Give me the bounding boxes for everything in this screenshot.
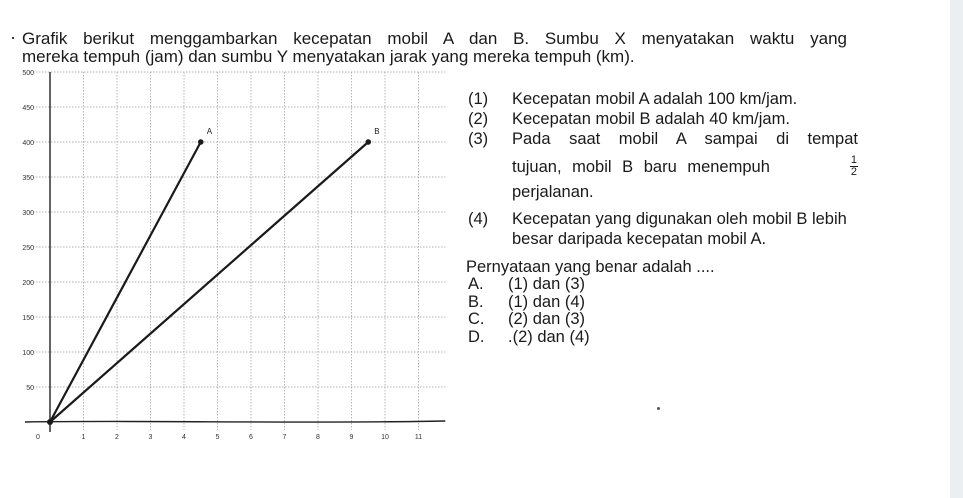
y-tick-label: 350 [22,175,34,182]
option-letter: D. [468,327,485,346]
option-letter: B. [468,292,484,311]
intro-line-1: Grafik berikut menggambarkan kecepatan mobil A dan B. Sumbu X menyatakan waktu yang [22,29,847,48]
chart-series [47,127,380,425]
x-tick-label: 10 [381,434,389,441]
right-edge-strip [950,0,963,498]
y-tick-label: 100 [22,350,34,357]
option-d[interactable] [468,329,590,347]
x-tick-label: 6 [249,434,253,441]
y-tick-label: 400 [22,140,34,147]
x-tick-labels [36,434,422,441]
distance-time-chart [0,0,470,460]
option-c[interactable] [468,311,590,329]
y-tick-label: 500 [22,70,34,77]
y-tick-label: 300 [22,210,34,217]
x-tick-label: 0 [36,434,40,441]
x-tick-label: 11 [414,434,423,441]
y-tick-label: 250 [22,245,34,252]
statement-4 [468,209,858,249]
y-tick-label: 200 [22,280,34,287]
option-text: (1) dan (3) [508,275,586,293]
statement-number: (4) [468,210,489,228]
statement-number: (2) [468,110,489,128]
series-label-a: A [206,127,213,136]
y-tick-label: 450 [22,105,34,112]
statement-text-line-2: tujuan, mobil B baru menempuh [512,157,770,176]
series-endpoint-b [365,139,371,145]
series-label-b: B [374,127,380,136]
fraction-numerator: 1 [850,154,857,166]
x-tick-label: 9 [349,434,354,441]
x-tick-label: 4 [182,434,186,441]
option-b[interactable] [468,294,590,312]
series-line-b [50,142,368,422]
fraction-denominator: 2 [850,166,857,178]
statement-text: Kecepatan mobil B adalah 40 km/jam. [512,110,790,128]
statement-3 [468,129,858,202]
chart-grid [30,72,445,430]
option-text: (1) dan (4) [508,292,586,311]
x-tick-label: 1 [81,434,86,441]
statement-number: (1) [468,90,489,108]
x-tick-label: 7 [282,434,287,441]
x-tick-label: 5 [215,434,220,441]
statements-list [468,89,858,249]
y-tick-label: 50 [26,385,34,392]
statement-text: Kecepatan yang digunakan oleh mobil B lebih besar daripada kecepatan mobil A. [512,210,847,248]
series-endpoint-a [198,139,204,145]
x-tick-label: 8 [316,434,320,441]
option-a[interactable] [468,276,590,294]
answer-options [468,276,590,346]
fraction-half [850,155,858,178]
x-tick-label: 3 [148,434,153,441]
statement-number: (3) [468,130,489,148]
statement-text-line-3: perjalanan. [512,183,594,201]
statement-1 [468,89,858,109]
option-text: .(2) dan (4) [508,327,590,346]
intro-line-2: mereka tempuh (jam) dan sumbu Y menyatakan jarak yang mereka tempuh (km). [22,47,635,66]
y-tick-label: 150 [22,315,34,322]
x-axis [25,421,445,422]
statement-text: Kecepatan mobil A adalah 100 km/jam. [512,90,798,108]
statement-2 [468,109,858,129]
question-prompt: Pernyataan yang benar adalah .... [466,258,715,276]
option-letter: C. [468,310,485,328]
option-letter: A. [468,275,484,293]
chart-axes [25,72,445,432]
stray-dot [657,407,660,410]
y-tick-labels [22,70,34,392]
statement-text-line-1: Pada saat mobil A sampai di tempat [512,130,858,148]
question-bullet: · [10,27,16,47]
origin-point [47,419,53,425]
x-tick-label: 2 [115,434,119,441]
option-text: (2) dan (3) [508,310,586,328]
